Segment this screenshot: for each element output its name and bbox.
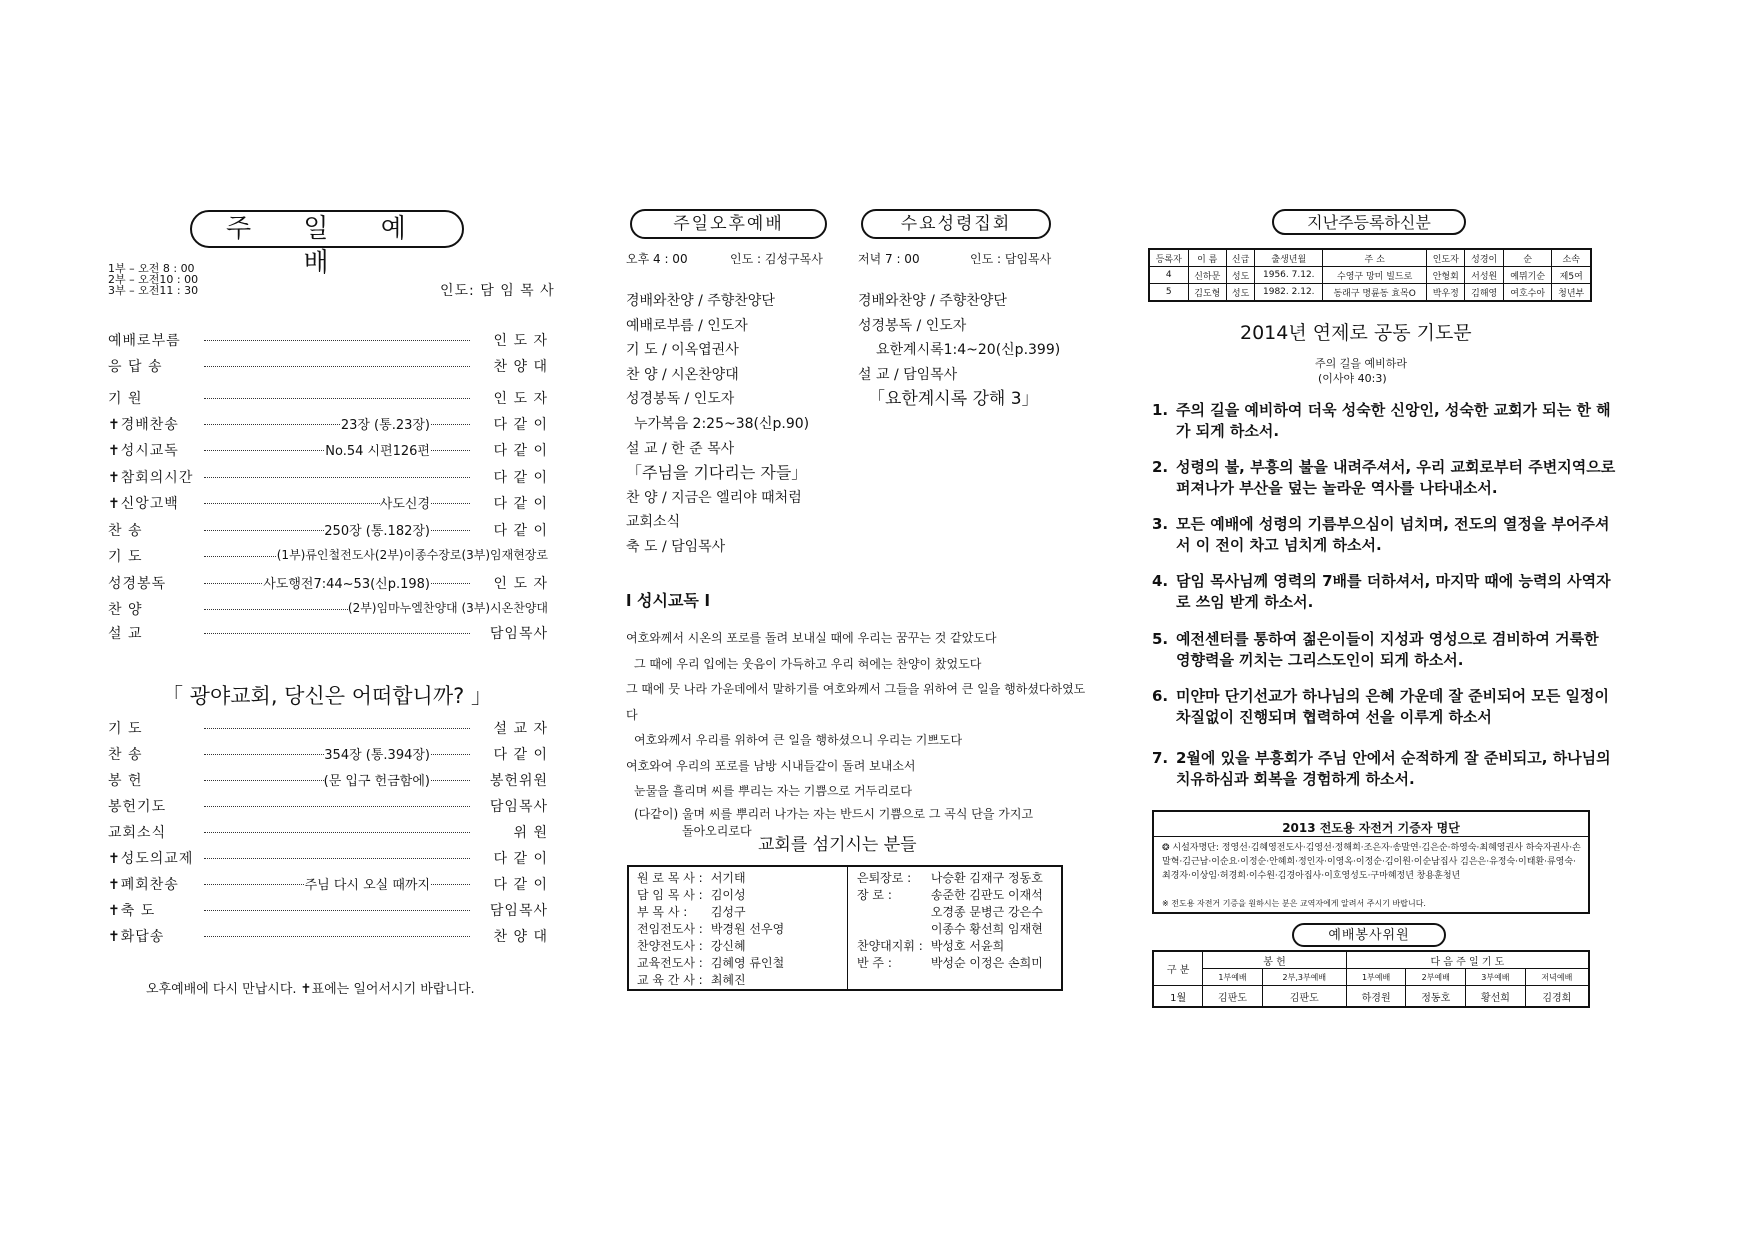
order-person: 위 원: [513, 825, 548, 841]
order-detail: 주님 다시 오실 때까지: [305, 874, 430, 893]
staff-role: 교 육 간 사 :: [637, 973, 703, 987]
prayer-text: 주의 길을 예비하여 더욱 성숙한 신앙인, 성숙한 교회가 되는 한 해가 되게 하소서.: [1176, 401, 1611, 440]
staff-row: [633, 972, 788, 989]
order-detail: (문 입구 헌금함에): [324, 770, 430, 789]
afternoon-item: 찬 양 / 시온찬양대: [626, 366, 739, 383]
responsive-reading-title: l 성시교독 l: [626, 591, 710, 610]
reading-line: (다같이) 울며 씨를 뿌리러 나가는 자는 반드시 기쁨으로 그 곡식 단을 가지고: [634, 806, 1034, 821]
staff-names: 김성구: [710, 905, 746, 919]
prayer-text: 예전센터를 통하여 젊은이들이 지성과 영성으로 겸비하여 거룩한 영향력을 끼치는 그리스도인이 되게 하소서.: [1176, 630, 1599, 669]
dot-leader: [204, 340, 470, 341]
wednesday-item: 성경봉독 / 인도자: [858, 317, 967, 334]
order-label: 찬 송: [108, 523, 143, 539]
staff-row: [633, 904, 788, 921]
order-detail: 23장 (통.23장): [341, 414, 430, 433]
order-person: 찬 양 대: [493, 359, 548, 375]
servants-box: [627, 865, 1063, 991]
order-row: [108, 573, 548, 591]
staff-names: 나승환 김재구 정동호: [930, 871, 1043, 885]
serve-cell: 1월: [1153, 986, 1203, 1008]
reg-cell: 성도: [1226, 284, 1254, 302]
staff-row: [633, 921, 788, 938]
order-person: 인 도 자: [493, 576, 548, 592]
prayer-number: 3.: [1152, 515, 1169, 533]
order-label: 예배로부름: [108, 333, 181, 349]
serve-cell: 김판도: [1203, 986, 1263, 1008]
order-detail: 354장 (통.394장): [324, 744, 430, 763]
reading-line: 여호와여 우리의 포로를 남방 시내들같이 돌려 보내소서: [626, 758, 916, 773]
serve-table: [1152, 950, 1590, 1008]
order-row: [108, 520, 548, 538]
reg-header: 순: [1503, 249, 1552, 267]
reg-cell: 제5여: [1552, 267, 1591, 284]
prayer-reference: (이사야 40:3): [1318, 372, 1387, 385]
main-leader: 인도: 담 임 목 사: [440, 283, 555, 299]
reg-cell: 성도: [1226, 267, 1254, 284]
order-row: [108, 599, 548, 617]
order-label: ✝축 도: [108, 903, 156, 919]
sermon-title: 「 광야교회, 당신은 어떠합니까? 」: [162, 684, 492, 708]
order-person: 찬 양 대: [493, 929, 548, 945]
dot-leader: [204, 728, 470, 729]
prayer-text: 모든 예배에 성령의 기름부으심이 넘치며, 전도의 열정을 부어주셔서 이 전이 차고 넘치게 하소서.: [1176, 515, 1610, 554]
order-detail: No.54 시편126편: [325, 440, 430, 459]
wednesday-title-text: 수요성령집회: [900, 214, 1012, 234]
serve-cell: 김경희: [1525, 986, 1589, 1008]
order-row: [108, 330, 548, 348]
reg-cell: 서성원: [1465, 267, 1503, 284]
reg-header: 이 름: [1188, 249, 1226, 267]
reg-cell: 1956. 7.12.: [1255, 267, 1323, 284]
afternoon-time: 오후 4 : 00: [626, 252, 688, 266]
order-label: ✝신앙고백: [108, 496, 179, 512]
staff-role: 은퇴장로 :: [857, 871, 912, 885]
reg-cell: 수영구 망미 빌드로: [1323, 267, 1427, 284]
order-label: 기 도: [108, 721, 143, 737]
prayer-number: 2.: [1152, 458, 1169, 476]
staff-role: 담 임 목 사 :: [637, 888, 703, 902]
reading-line: 눈물을 흘리며 씨를 뿌리는 자는 기쁨으로 거두리로다: [634, 784, 912, 798]
order-person: 다 같 이: [493, 443, 548, 459]
dot-leader: [204, 936, 470, 937]
staff-role: 찬양전도사 :: [637, 939, 703, 953]
order-row: [108, 874, 548, 892]
prayer-text: 2월에 있을 부흥회가 주님 안에서 순적하게 잘 준비되고, 하나님의 치유하심과 회복을 경험하게 하소서.: [1176, 749, 1611, 788]
afternoon-item: 축 도 / 담임목사: [626, 538, 726, 555]
reg-cell: 5: [1149, 284, 1188, 302]
wednesday-leader: 인도 : 담임목사: [970, 252, 1052, 266]
order-row: [108, 388, 548, 406]
prayer-number: 5.: [1152, 630, 1169, 648]
order-row: [108, 440, 548, 458]
serve-cell: 정동호: [1406, 986, 1466, 1008]
order-row: [108, 822, 548, 840]
reg-cell: 청년부: [1552, 284, 1591, 302]
reg-cell: 동래구 명륜동 효목O: [1323, 284, 1427, 302]
staff-names: 오경종 문병근 강은수: [930, 905, 1043, 919]
order-row: [108, 718, 548, 736]
afternoon-sermon: 「주님을 기다리는 자들」: [626, 463, 808, 483]
order-label: 기 원: [108, 391, 143, 407]
wednesday-order: [858, 289, 1098, 412]
order-row: [108, 623, 548, 641]
time-2: 2부 – 오전10 : 00: [108, 273, 199, 286]
staff-role: [853, 921, 927, 938]
order-row: [108, 546, 548, 564]
order-person: 다 같 이: [493, 470, 548, 486]
reg-header: 소속: [1552, 249, 1591, 267]
order-row: [108, 770, 548, 788]
registration-title: [1272, 209, 1466, 235]
order-detail: 사도행전7:44~53(신p.198): [263, 573, 430, 592]
staff-role: 교육전도사 :: [637, 956, 703, 970]
dot-leader: [204, 910, 470, 911]
afternoon-item: 교회소식: [626, 514, 681, 531]
wednesday-service-title: [861, 209, 1051, 239]
reg-header: 신급: [1226, 249, 1254, 267]
staff-names: 최혜진: [710, 973, 746, 987]
staff-row: [853, 904, 1047, 921]
staff-names: 박경원 선우영: [710, 922, 785, 936]
staff-names: 박성호 서윤희: [930, 939, 1005, 953]
order-label: ✝성도의교제: [108, 851, 194, 867]
order-label: 찬 양: [108, 602, 143, 618]
reg-cell: 여호수아: [1503, 284, 1552, 302]
reg-header: 출생년월: [1255, 249, 1323, 267]
wednesday-item: 요한계시록1:4~20(신p.399): [876, 342, 1061, 359]
order-person: 다 같 이: [493, 747, 548, 763]
order-person: 인 도 자: [493, 333, 548, 349]
wednesday-sermon: 「요한계시록 강해 3」: [868, 389, 1039, 410]
reg-cell: 신하문: [1188, 267, 1226, 284]
order-person: 다 같 이: [493, 417, 548, 433]
serve-subhead: 저녁예배: [1525, 969, 1589, 986]
order-detail: 250장 (통.182장): [324, 520, 430, 539]
order-label: ✝성시교독: [108, 443, 179, 459]
serve-head: 봉 헌: [1203, 951, 1347, 969]
main-service-title: [190, 210, 464, 278]
reading-line: 그 때에 우리 입에는 웃음이 가득하고 우리 혀에는 찬양이 찼었도다: [634, 656, 982, 671]
order-label: ✝경배찬송: [108, 417, 179, 433]
order-label: 응 답 송: [108, 359, 163, 375]
afternoon-item: 성경봉독 / 인도자: [626, 391, 735, 408]
servants-divider: [847, 867, 848, 989]
order-label: 기 도: [108, 549, 143, 565]
reading-line: 돌아오리로다: [682, 823, 752, 838]
serve-cell: 황선희: [1466, 986, 1526, 1008]
staff-role: 반 주 :: [857, 956, 892, 970]
order-row: [108, 467, 548, 485]
order-label: 설 교: [108, 626, 143, 642]
dot-leader: [204, 398, 470, 399]
staff-role: 찬양대지휘 :: [857, 939, 923, 953]
serve-head: 다 음 주 일 기 도: [1346, 951, 1589, 969]
afternoon-item: 경배와찬양 / 주향찬양단: [626, 293, 775, 309]
prayer-text: 미얀마 단기선교가 하나님의 은혜 가운데 잘 준비되어 모든 일정이 차질없이 진행되며 협력하여 선을 이루게 하소서: [1176, 687, 1610, 726]
donor-box: [1152, 810, 1590, 914]
order-row: [108, 356, 548, 374]
order-person: 인 도 자: [493, 391, 548, 407]
order-label: 찬 송: [108, 747, 143, 763]
dot-leader: [204, 858, 470, 859]
afternoon-item: 누가복음 2:25~38(신p.90): [634, 415, 810, 432]
registration-title-text: 지난주등록하신분: [1307, 213, 1431, 232]
order-person: 다 같 이: [493, 523, 548, 539]
dot-leader: [204, 366, 470, 367]
order-row: [108, 848, 548, 866]
reg-header: 등록자: [1149, 249, 1188, 267]
reg-header: 주 소: [1323, 249, 1427, 267]
servants-left-table: [633, 870, 788, 989]
order-label: 봉 헌: [108, 773, 143, 789]
dot-leader: [204, 633, 470, 634]
prayer-subtitle: 주의 길을 예비하라: [1315, 357, 1408, 370]
order-person: 담임목사: [489, 799, 548, 815]
staff-row: [853, 938, 1047, 955]
afternoon-order: [626, 289, 866, 560]
staff-names: 김혜영 류인철: [710, 956, 785, 970]
staff-row: [633, 870, 788, 887]
dot-leader: [204, 806, 470, 807]
order-detail: (2부)임마누엘찬양대 (3부)시온찬양대: [347, 601, 548, 615]
order-row: [108, 900, 548, 918]
staff-row: [853, 870, 1047, 887]
serve-title-text: 예배봉사위원: [1328, 928, 1410, 943]
order-row: [108, 414, 548, 432]
reg-cell: 김도형: [1188, 284, 1226, 302]
staff-role: 원 로 목 사 :: [637, 871, 703, 885]
order-label: 성경봉독: [108, 576, 167, 592]
order-person: 다 같 이: [493, 496, 548, 512]
reading-line: 그 때에 뭇 나라 가운데에서 말하기를 여호와께서 그들을 위하여 큰 일을 행하셨다하였도다: [626, 682, 1086, 722]
order-person: 설 교 자: [493, 721, 548, 737]
staff-names: 박성순 이정은 손희미: [930, 956, 1043, 970]
afternoon-item: 기 도 / 이옥엽권사: [626, 342, 739, 359]
staff-names: 송준한 김판도 이재석: [930, 888, 1043, 902]
servants-title: 교회를 섬기시는 분들: [758, 835, 917, 855]
prayer-number: 6.: [1152, 687, 1169, 705]
afternoon-item: 예배로부름 / 인도자: [626, 317, 748, 334]
reading-line: 여호와께서 우리를 위하여 큰 일을 행하셨으니 우리는 기쁘도다: [634, 733, 963, 747]
donor-divider: [1154, 836, 1588, 837]
order-detail: 사도신경: [380, 493, 430, 512]
service-times: [108, 263, 198, 296]
table-row: [1149, 267, 1591, 284]
afternoon-item: 설 교 / 한 준 목사: [626, 440, 735, 457]
closing-note: 오후예배에 다시 만납시다. ✝표에는 일어서시기 바랍니다.: [146, 982, 475, 997]
order-person: 봉헌위원: [489, 773, 548, 789]
donor-title: 2013 전도용 자전거 기증자 명단: [1282, 821, 1460, 835]
order-label: ✝폐회찬송: [108, 877, 179, 893]
wednesday-time: 저녁 7 : 00: [858, 252, 920, 266]
reg-cell: 예뮈기순: [1503, 267, 1552, 284]
staff-row: [633, 955, 788, 972]
order-row: [108, 926, 548, 944]
reg-cell: 박우정: [1427, 284, 1465, 302]
donor-note: ※ 전도용 자전거 기증을 원하시는 분은 교역자에게 알려서 주시기 바랍니다.: [1162, 899, 1426, 908]
dot-leader: [204, 424, 470, 425]
reg-cell: 1982. 2.12.: [1255, 284, 1323, 302]
prayer-number: 1.: [1152, 401, 1169, 419]
staff-role: 부 목 사 :: [637, 905, 688, 919]
order-label: ✝화답송: [108, 929, 165, 945]
order-row: [108, 744, 548, 762]
order-person: 다 같 이: [493, 851, 548, 867]
order-row: [108, 796, 548, 814]
table-row: [1149, 284, 1591, 302]
afternoon-leader: 인도 : 김성구목사: [730, 252, 823, 266]
time-3: 3부 – 오전11 : 30: [108, 284, 199, 297]
reg-cell: 4: [1149, 267, 1188, 284]
prayer-text: 성령의 불, 부흥의 불을 내려주셔서, 우리 교회로부터 주변지역으로 퍼져나가 부산을 덮는 놀라운 역사를 나타내소서.: [1176, 458, 1616, 497]
staff-names: 서기태: [710, 871, 746, 885]
serve-subhead: 2부,3부예배: [1262, 969, 1346, 986]
staff-names: 강신혜: [710, 939, 746, 953]
order-person: 다 같 이: [493, 877, 548, 893]
serve-subhead: 3부예배: [1466, 969, 1526, 986]
staff-row: [853, 955, 1047, 972]
staff-names: 이종수 황선희 임재현: [930, 922, 1043, 936]
serve-cell: 하경원: [1346, 986, 1406, 1008]
afternoon-item: 찬 양 / 지금은 엘리야 때처럼: [626, 489, 802, 506]
order-label: ✝참회의시간: [108, 470, 194, 486]
staff-row: [853, 921, 1047, 938]
serve-subhead: 1부예배: [1346, 969, 1406, 986]
serve-cell: 김판도: [1262, 986, 1346, 1008]
staff-row: [633, 938, 788, 955]
order-person: 담임목사: [489, 626, 548, 642]
staff-row: [633, 887, 788, 904]
serve-subhead: 1부예배: [1203, 969, 1263, 986]
serve-head: 구 분: [1153, 951, 1203, 986]
reg-header: 성경이: [1465, 249, 1503, 267]
time-1: 1부 – 오전 8 : 00: [108, 262, 195, 275]
order-person: 담임목사: [489, 903, 548, 919]
prayer-number: 4.: [1152, 572, 1169, 590]
order-row: [108, 493, 548, 511]
staff-role: 장 로 :: [857, 888, 892, 902]
afternoon-title-text: 주일오후예배: [673, 214, 784, 234]
serve-subhead: 2부예배: [1406, 969, 1466, 986]
reg-cell: 안형회: [1427, 267, 1465, 284]
prayer-number: 7.: [1152, 749, 1169, 767]
afternoon-service-title: [630, 209, 827, 239]
reg-cell: 김해영: [1465, 284, 1503, 302]
dot-leader: [204, 503, 470, 504]
order-label: 봉헌기도: [108, 799, 167, 815]
staff-names: 김이성: [710, 888, 746, 902]
reg-header: 인도자: [1427, 249, 1465, 267]
order-detail: (1부)류인철전도사(2부)이종수장로(3부)임재현장로: [276, 548, 548, 562]
wednesday-item: 설 교 / 담임목사: [858, 366, 958, 383]
staff-row: [853, 887, 1047, 904]
staff-role: 전임전도사 :: [637, 922, 703, 936]
servants-right-table: [853, 870, 1047, 972]
donor-list: ❂ 시설자명단: 정영선·김혜영전도사·김영선·정해희·조은자·송말연·김은순·하영숙·최혜영권사 하숙자권사·손말혁·김근남·이순요·이정순·안혜희·정인자·이영옥·이정순·김이원·이순남집사 김은은·유정숙·이태환·류영숙·최경자·이상임·허경희·이수원·김경아집사·이호영성도·구마혜정년 창용훈청년: [1162, 843, 1581, 881]
dot-leader: [204, 832, 470, 833]
main-service-title-text: 주 일 예 배: [226, 214, 428, 278]
dot-leader: [204, 477, 470, 478]
serve-title: [1292, 923, 1446, 947]
staff-role: [853, 904, 927, 921]
order-label: 교회소식: [108, 825, 167, 841]
reading-line: 여호와께서 시온의 포로를 돌려 보내실 때에 우리는 꿈꾸는 것 같았도다: [626, 631, 997, 645]
registration-table: [1148, 248, 1592, 302]
responsive-reading: [626, 626, 1096, 839]
prayer-text: 담임 목사님께 영력의 7배를 더하셔서, 마지막 때에 능력의 사역자로 쓰임 받게 하소서.: [1176, 572, 1611, 611]
prayer-title: 2014년 연제로 공동 기도문: [1240, 322, 1472, 344]
wednesday-item: 경배와찬양 / 주향찬양단: [858, 293, 1007, 309]
